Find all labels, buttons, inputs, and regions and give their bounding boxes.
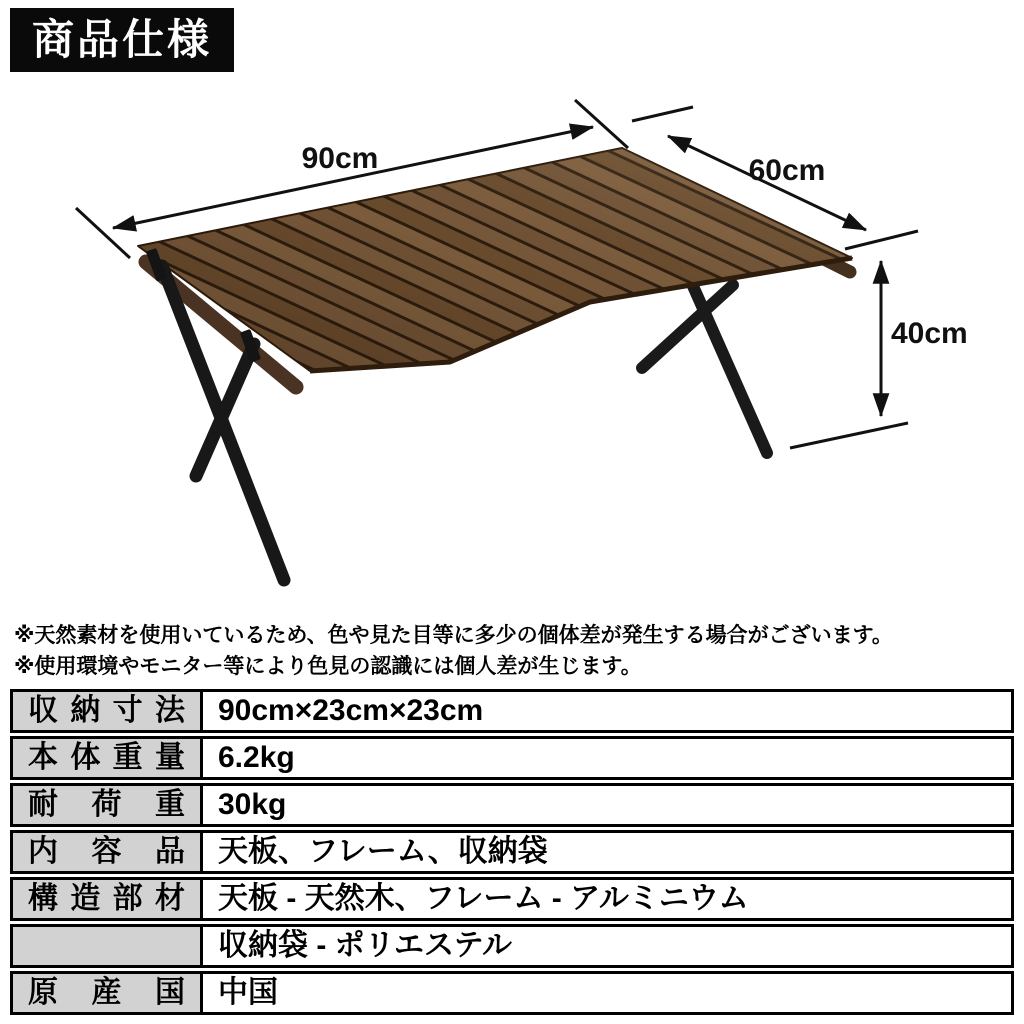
spec-row xyxy=(10,783,1014,827)
spec-label-cell: 収納寸法 xyxy=(13,692,203,730)
dim-label-90cm: 90cm xyxy=(301,142,379,175)
spec-badge: 商品仕様 xyxy=(10,8,234,72)
spec-row xyxy=(10,689,1014,733)
spec-row xyxy=(10,924,1014,968)
spec-value-cell: 収納袋 - ポリエステル xyxy=(218,929,512,962)
spec-label-cell: 構造部材 xyxy=(13,880,203,918)
spec-value-cell: 6.2kg xyxy=(218,741,295,774)
spec-label-cell: 内容品 xyxy=(13,833,203,871)
spec-value-cell: 中国 xyxy=(218,976,278,1009)
spec-label-cell: 原産国 xyxy=(13,974,203,1012)
note-line: ※天然素材を使用いているため、色や見た目等に多少の個体差が発生する場合がございます。 xyxy=(14,624,893,647)
spec-row xyxy=(10,877,1014,921)
tick xyxy=(632,107,693,121)
tick xyxy=(845,231,918,249)
tick xyxy=(790,423,908,448)
spec-value-cell: 90cm×23cm×23cm xyxy=(218,694,484,727)
spec-row xyxy=(10,830,1014,874)
tick xyxy=(76,208,130,258)
spec-label-cell: 耐荷重 xyxy=(13,786,203,824)
spec-table xyxy=(10,689,1014,1015)
spec-value-cell: 天板 - 天然木、フレーム - アルミニウム xyxy=(218,882,749,915)
dim-label-60cm: 60cm xyxy=(748,154,826,187)
spec-row xyxy=(10,971,1014,1015)
spec-value-cell: 30kg xyxy=(218,788,287,821)
dimension-height xyxy=(790,261,968,448)
note-line: ※使用環境やモニター等により色見の認識には個人差が生じます。 xyxy=(14,655,642,678)
tick xyxy=(575,100,628,148)
right-x-legs xyxy=(642,285,767,453)
spec-row xyxy=(10,736,1014,780)
dim-label-40cm: 40cm xyxy=(891,317,968,350)
spec-label-cell xyxy=(13,927,203,965)
spec-label-cell: 本体重量 xyxy=(13,739,203,777)
spec-value-cell: 天板、フレーム、収納袋 xyxy=(218,835,548,868)
notes xyxy=(14,620,893,682)
